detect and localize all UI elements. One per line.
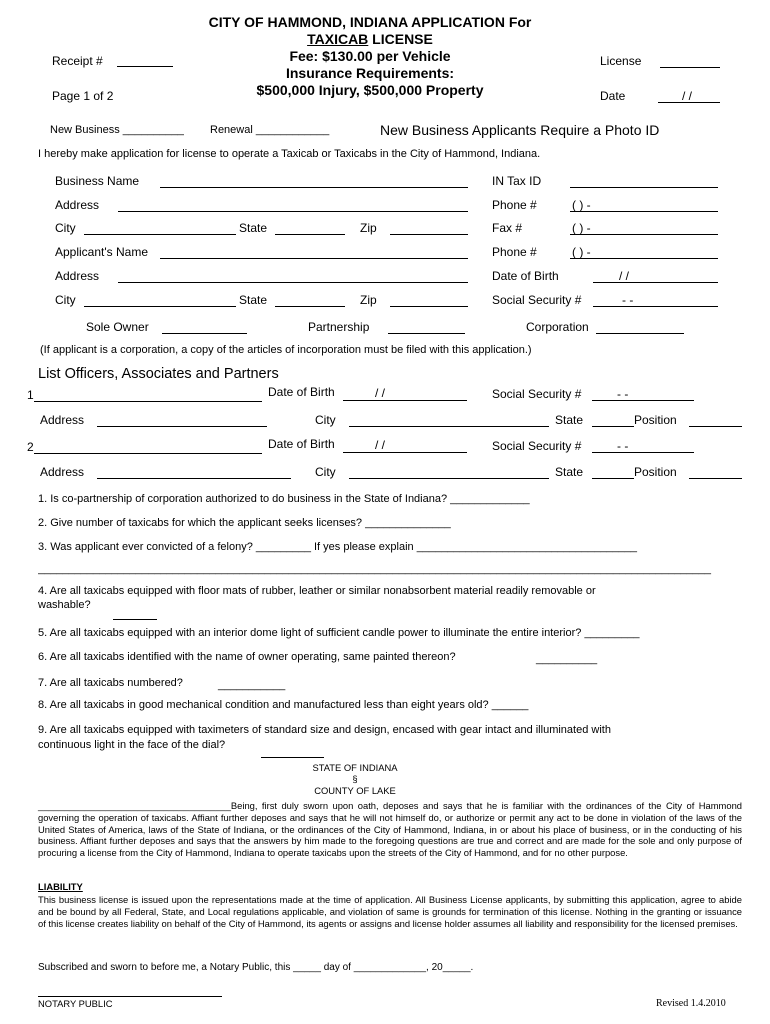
officer-2-city-field[interactable]	[349, 478, 549, 479]
officer-2-address-field[interactable]	[97, 478, 291, 479]
question-6: 6. Are all taxicabs identified with the name of owner operating, same painted thereon?	[38, 651, 456, 663]
partnership-label: Partnership	[308, 320, 370, 334]
question-5: 5. Are all taxicabs equipped with an interior dome light of sufficient candle power to illuminate the entire interior? _________	[38, 627, 640, 639]
officers-heading: List Officers, Associates and Partners	[38, 366, 279, 382]
officer-1-state-field[interactable]	[592, 426, 634, 427]
section-symbol: §	[352, 773, 358, 784]
question-8: 8. Are all taxicabs in good mechanical condition and manufactured less than eight years old? ______	[38, 699, 529, 711]
officer-2-name-field[interactable]	[34, 453, 262, 454]
form-subtitle	[200, 31, 540, 47]
question-9-answer[interactable]	[261, 757, 324, 758]
receipt-label: Receipt #	[52, 54, 103, 68]
zip-field[interactable]	[390, 234, 468, 235]
officer-2-city-label: City	[315, 465, 336, 479]
applicant-name-field[interactable]	[160, 258, 468, 259]
officer-1-city-label: City	[315, 413, 336, 427]
officer-2-number: 2	[27, 440, 34, 454]
affidavit-body: Being, first duly sworn upon oath, deposes and says that he is familiar with the ordinances of the City of Hammond governing the operation of taxicabs. Affiant further deposes and says that he will not himself do, or authorize or permit any act to be done in violation of the laws of the United States of America, laws of the State of Indiana, or the ordinances of the City of Hammond, Indiana, in or about his place of business, or in the conducting of his business. Affiant further deposes and says that the answers by him made to the foregoing questions are true and correct and are made for the sole and only purpose of procuring a license from the City of Hammond, Indiana to operate taxicabs upon the streets of the City of Hammond, and for no other purpose.	[38, 800, 742, 859]
liability-text: This business license is issued upon the representations made at the time of application. All Business License applicants, by submitting this application, agree to abide and be bound by all Federal, State, and Local regulations applicable, and violation of same is grounds for termination of this license. Nothing in the granting or issuance of this license creates liability on behalf of the City of Hammond, its agents or assigns and license holder assumes all liability and responsibility for the licensed premises.	[38, 894, 742, 929]
license-label: License	[600, 54, 642, 68]
form-title: CITY OF HAMMOND, INDIANA APPLICATION For	[208, 14, 532, 30]
applicant-city-label: City	[55, 293, 76, 307]
applicant-zip-field[interactable]	[390, 306, 468, 307]
dob-label: Date of Birth	[492, 269, 559, 283]
question-3-explanation-line[interactable]: ______________________________________________________________________________________________________________	[38, 563, 711, 575]
applicant-zip-label: Zip	[360, 293, 377, 307]
officer-1-address-label: Address	[40, 413, 85, 427]
officer-1-position-field[interactable]	[689, 426, 742, 427]
applicant-city-field[interactable]	[84, 306, 236, 307]
address-field[interactable]	[118, 211, 468, 212]
applicant-state-field[interactable]	[275, 306, 345, 307]
sole-owner-label: Sole Owner	[86, 320, 149, 334]
corporation-label: Corporation	[526, 320, 589, 334]
applicant-phone-field[interactable]	[570, 258, 718, 259]
phone-label: Phone #	[492, 198, 537, 212]
question-6-answer[interactable]: __________	[536, 653, 598, 665]
affidavit-text	[38, 800, 742, 859]
ssn-label: Social Security #	[492, 293, 582, 307]
fax-field[interactable]	[570, 234, 718, 235]
officer-2-dob-label: Date of Birth	[268, 437, 335, 451]
in-tax-id-label: IN Tax ID	[492, 174, 542, 188]
dob-template: / /	[619, 269, 630, 283]
applicant-name-label: Applicant's Name	[55, 245, 148, 259]
officer-1-ssn-template: - -	[617, 387, 629, 401]
question-2: 2. Give number of taxicabs for which the applicant seeks licenses? ______________	[38, 517, 451, 529]
receipt-field[interactable]	[117, 66, 173, 67]
applicant-phone-template: ( ) -	[572, 245, 591, 259]
question-9-cont: continuous light in the face of the dial?	[38, 739, 226, 751]
date-label: Date	[600, 89, 626, 103]
officer-2-state-field[interactable]	[592, 478, 634, 479]
zip-label: Zip	[360, 221, 377, 235]
in-tax-id-field[interactable]	[570, 187, 718, 188]
corporation-note: (If applicant is a corporation, a copy of the articles of incorporation must be filed with this application.)	[40, 344, 532, 356]
revision-date: Revised 1.4.2010	[656, 998, 726, 1009]
question-4: 4. Are all taxicabs equipped with floor mats of rubber, leather or similar nonabsorbent material readily removable or	[38, 585, 596, 597]
corporation-field[interactable]	[596, 333, 684, 334]
applicant-address-label: Address	[55, 269, 100, 283]
insurance-heading: Insurance Requirements:	[285, 65, 455, 81]
officer-2-position-label: Position	[634, 465, 677, 479]
question-4-cont: washable?	[38, 599, 91, 611]
question-1: 1. Is co-partnership of corporation authorized to do business in the State of Indiana? _____________	[38, 493, 530, 505]
affiant-name-blank[interactable]: _____________________________________	[38, 800, 231, 811]
insurance-amounts: $500,000 Injury, $500,000 Property	[256, 82, 484, 98]
dob-field[interactable]	[593, 282, 718, 283]
officer-2-position-field[interactable]	[689, 478, 742, 479]
officer-2-ssn-template: - -	[617, 439, 629, 453]
notary-statement: Subscribed and sworn to before me, a Notary Public, this _____ day of _____________, 20_____.	[38, 962, 474, 973]
ssn-template: - -	[622, 293, 634, 307]
applicant-state-label: State	[239, 293, 268, 307]
intro-statement: I hereby make application for license to operate a Taxicab or Taxicabs in the City of Hammond, Indiana.	[38, 148, 541, 160]
license-word: LICENSE	[368, 31, 433, 47]
officer-1-dob-template: / /	[375, 386, 386, 400]
partnership-field[interactable]	[388, 333, 465, 334]
officer-1-ssn-label: Social Security #	[492, 387, 582, 401]
officer-2-ssn-field[interactable]	[592, 452, 694, 453]
renewal-option[interactable]: Renewal ____________	[210, 124, 330, 136]
city-field[interactable]	[84, 234, 236, 235]
county-of-lake: COUNTY OF LAKE	[314, 785, 396, 796]
officer-1-position-label: Position	[634, 413, 677, 427]
notary-signature-line[interactable]	[38, 996, 222, 997]
fax-template: ( ) -	[572, 221, 591, 235]
new-business-option[interactable]: New Business __________	[50, 124, 184, 136]
sole-owner-field[interactable]	[162, 333, 247, 334]
fax-label: Fax #	[492, 221, 523, 235]
taxicab-word: TAXICAB	[307, 31, 369, 47]
officer-1-number: 1	[27, 388, 34, 402]
question-7-answer[interactable]: ___________	[218, 679, 286, 691]
date-slashes: / /	[682, 89, 693, 103]
question-4-answer[interactable]	[113, 619, 157, 620]
applicant-address-field[interactable]	[118, 282, 468, 283]
officer-1-name-field[interactable]	[34, 401, 262, 402]
phone-template: ( ) -	[572, 198, 591, 212]
phone-field[interactable]	[570, 211, 718, 212]
license-field[interactable]	[660, 67, 720, 68]
officer-2-address-label: Address	[40, 465, 85, 479]
question-7: 7. Are all taxicabs numbered?	[38, 677, 183, 689]
state-field[interactable]	[275, 234, 345, 235]
question-3: 3. Was applicant ever convicted of a felony? _________ If yes please explain ____________________________________	[38, 541, 637, 553]
officer-1-state-label: State	[555, 413, 584, 427]
officer-2-ssn-label: Social Security #	[492, 439, 582, 453]
officer-1-ssn-field[interactable]	[592, 400, 694, 401]
officer-1-dob-field[interactable]	[343, 400, 467, 401]
business-name-field[interactable]	[160, 187, 468, 188]
business-name-label: Business Name	[55, 174, 140, 188]
address-label: Address	[55, 198, 100, 212]
notary-public-label: NOTARY PUBLIC	[38, 998, 113, 1009]
photo-id-notice: New Business Applicants Require a Photo ID	[380, 122, 660, 138]
state-label: State	[239, 221, 268, 235]
officer-2-state-label: State	[555, 465, 584, 479]
date-field[interactable]	[658, 102, 720, 103]
fee-line: Fee: $130.00 per Vehicle	[289, 48, 451, 64]
ssn-field[interactable]	[593, 306, 718, 307]
officer-1-dob-label: Date of Birth	[268, 385, 335, 399]
city-label: City	[55, 221, 76, 235]
question-9: 9. Are all taxicabs equipped with taximeters of standard size and design, encased with gear intact and illuminated with	[38, 724, 611, 736]
state-of-indiana: STATE OF INDIANA	[312, 762, 398, 773]
officer-2-dob-template: / /	[375, 438, 386, 452]
officer-2-dob-field[interactable]	[343, 452, 467, 453]
liability-heading: LIABILITY	[38, 881, 83, 892]
applicant-phone-label: Phone #	[492, 245, 537, 259]
page-number: Page 1 of 2	[52, 89, 114, 103]
officer-1-address-field[interactable]	[97, 426, 267, 427]
officer-1-city-field[interactable]	[349, 426, 549, 427]
